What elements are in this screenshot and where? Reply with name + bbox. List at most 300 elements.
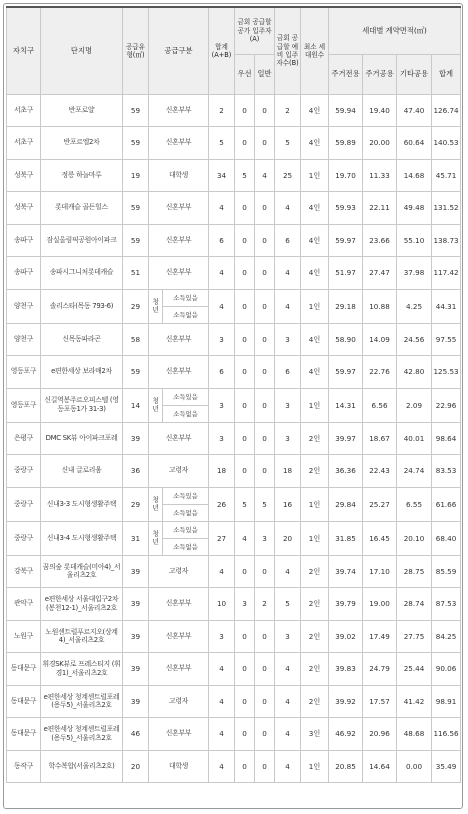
sum-cell: 87.53 <box>432 588 461 621</box>
reserve-cell: 5 <box>275 588 301 621</box>
complex-name-cell: e편한세상 보라매2차 <box>41 356 123 389</box>
district-cell: 영등포구 <box>7 388 41 422</box>
sum-cell: 98.64 <box>432 422 461 455</box>
priority-cell: 0 <box>235 224 255 257</box>
table-row <box>7 388 461 405</box>
reserve-cell: 3 <box>275 620 301 653</box>
ex-cell: 58.90 <box>329 323 363 356</box>
priority-cell: 0 <box>235 718 255 751</box>
ex-cell: 39.83 <box>329 653 363 686</box>
general-cell: 5 <box>255 487 275 521</box>
district-cell: 중랑구 <box>7 455 41 488</box>
income-subtype-cell: 소득있음 <box>163 487 209 504</box>
district-cell: 서초구 <box>7 127 41 160</box>
priority-cell: 0 <box>235 555 255 588</box>
table-row <box>7 521 461 538</box>
complex-name-cell: e편한세상 청계센트럴포레 (용두5)_서울리츠2호 <box>41 685 123 718</box>
area-cell: 39 <box>123 555 149 588</box>
complex-name-cell: 학수복합(서울리츠2호) <box>41 750 123 783</box>
min-cell: 1인 <box>301 159 329 192</box>
table-row <box>7 455 461 488</box>
header-priority: 우선 <box>235 54 255 94</box>
reserve-cell: 4 <box>275 750 301 783</box>
sh-cell: 18.67 <box>363 422 397 455</box>
complex-name-cell: 신내 글로리움 <box>41 455 123 488</box>
complex-name-cell: 송파시그니처롯데캐슬 <box>41 257 123 290</box>
min-cell: 2인 <box>301 653 329 686</box>
sh-cell: 27.47 <box>363 257 397 290</box>
complex-name-cell: 잠실올림픽공원아이파크 <box>41 224 123 257</box>
general-cell: 0 <box>255 323 275 356</box>
reserve-cell: 6 <box>275 224 301 257</box>
supply-type-cell: 청년 <box>149 487 163 521</box>
ot-cell: 49.48 <box>397 192 432 225</box>
header-reserve: 금회 공급할 예비 입주자수(B) <box>275 7 301 94</box>
complex-name-cell: e편한세상 서울대입구2차 (봉천12-1)_서울리츠2호 <box>41 588 123 621</box>
ot-cell: 28.74 <box>397 588 432 621</box>
priority-cell: 0 <box>235 94 255 127</box>
ot-cell: 20.10 <box>397 521 432 555</box>
complex-name-cell: 신내3-3 도시형생활주택 <box>41 487 123 521</box>
complex-name-cell: 노원센트럴푸르지오(상계4)_서울리츠2호 <box>41 620 123 653</box>
header-area-group: 세대별 계약면적(㎡) <box>329 7 461 54</box>
general-cell: 0 <box>255 620 275 653</box>
priority-cell: 0 <box>235 192 255 225</box>
table-row <box>7 555 461 588</box>
complex-name-cell: 꿈의숲 롯데캐슬(미아4)_서울리츠2호 <box>41 555 123 588</box>
area-cell: 59 <box>123 356 149 389</box>
income-subtype-cell: 소득있음 <box>163 521 209 538</box>
sh-cell: 16.45 <box>363 521 397 555</box>
supply-type-cell: 고령자 <box>149 685 209 718</box>
total-cell: 4 <box>209 718 235 751</box>
sh-cell: 19.00 <box>363 588 397 621</box>
priority-cell: 0 <box>235 257 255 290</box>
ex-cell: 39.74 <box>329 555 363 588</box>
ot-cell: 2.09 <box>397 388 432 422</box>
reserve-cell: 4 <box>275 718 301 751</box>
sh-cell: 25.27 <box>363 487 397 521</box>
header-area: 공급유형(㎡) <box>123 7 149 94</box>
reserve-cell: 4 <box>275 257 301 290</box>
ex-cell: 20.85 <box>329 750 363 783</box>
supply-type-cell: 대학생 <box>149 159 209 192</box>
total-cell: 5 <box>209 127 235 160</box>
area-cell: 14 <box>123 388 149 422</box>
general-cell: 4 <box>255 159 275 192</box>
sum-cell: 125.53 <box>432 356 461 389</box>
complex-name-cell: 반포로얄 <box>41 94 123 127</box>
district-cell: 동대문구 <box>7 685 41 718</box>
sh-cell: 24.79 <box>363 653 397 686</box>
priority-cell: 4 <box>235 521 255 555</box>
complex-name-cell: 솔리스타(목동 793-6) <box>41 289 123 323</box>
supply-type-cell: 고령자 <box>149 555 209 588</box>
ex-cell: 39.92 <box>329 685 363 718</box>
district-cell: 영등포구 <box>7 356 41 389</box>
area-cell: 39 <box>123 653 149 686</box>
ot-cell: 41.42 <box>397 685 432 718</box>
reserve-cell: 4 <box>275 289 301 323</box>
total-cell: 2 <box>209 94 235 127</box>
area-cell: 59 <box>123 192 149 225</box>
supply-type-cell: 청년 <box>149 521 163 555</box>
ot-cell: 40.01 <box>397 422 432 455</box>
table-row <box>7 289 461 306</box>
sum-cell: 68.40 <box>432 521 461 555</box>
complex-name-cell: 휘경SK뷰로 프레스티지 (휘경1)_서울리츠2호 <box>41 653 123 686</box>
ex-cell: 59.94 <box>329 94 363 127</box>
supply-type-cell: 신혼부부 <box>149 323 209 356</box>
general-cell: 0 <box>255 455 275 488</box>
total-cell: 6 <box>209 224 235 257</box>
header-total: 합계(A+B) <box>209 7 235 94</box>
header-complex: 단지명 <box>41 7 123 94</box>
district-cell: 노원구 <box>7 620 41 653</box>
district-cell: 양천구 <box>7 289 41 323</box>
min-cell: 1인 <box>301 487 329 521</box>
district-cell: 송파구 <box>7 257 41 290</box>
reserve-cell: 4 <box>275 192 301 225</box>
header-area-total: 합계 <box>432 54 461 94</box>
table-row <box>7 192 461 225</box>
general-cell: 0 <box>255 422 275 455</box>
general-cell: 0 <box>255 289 275 323</box>
district-cell: 동대문구 <box>7 653 41 686</box>
area-cell: 29 <box>123 289 149 323</box>
total-cell: 6 <box>209 356 235 389</box>
total-cell: 4 <box>209 653 235 686</box>
area-cell: 46 <box>123 718 149 751</box>
header-district: 자치구 <box>7 7 41 94</box>
sh-cell: 11.33 <box>363 159 397 192</box>
ot-cell: 27.75 <box>397 620 432 653</box>
min-cell: 2인 <box>301 455 329 488</box>
priority-cell: 0 <box>235 388 255 422</box>
table-row <box>7 685 461 718</box>
complex-name-cell: 신목동파라곤 <box>41 323 123 356</box>
general-cell: 3 <box>255 521 275 555</box>
min-cell: 4인 <box>301 224 329 257</box>
income-subtype-cell: 소득없음 <box>163 538 209 555</box>
total-cell: 3 <box>209 388 235 422</box>
supply-type-cell: 대학생 <box>149 750 209 783</box>
ot-cell: 37.98 <box>397 257 432 290</box>
supply-type-cell: 신혼부부 <box>149 356 209 389</box>
total-cell: 10 <box>209 588 235 621</box>
reserve-cell: 25 <box>275 159 301 192</box>
min-cell: 1인 <box>301 521 329 555</box>
ex-cell: 46.92 <box>329 718 363 751</box>
general-cell: 0 <box>255 127 275 160</box>
district-cell: 관악구 <box>7 588 41 621</box>
total-cell: 4 <box>209 750 235 783</box>
priority-cell: 0 <box>235 422 255 455</box>
priority-cell: 0 <box>235 653 255 686</box>
ot-cell: 6.55 <box>397 487 432 521</box>
total-cell: 34 <box>209 159 235 192</box>
area-cell: 39 <box>123 422 149 455</box>
table-header <box>7 7 461 94</box>
sum-cell: 84.25 <box>432 620 461 653</box>
income-subtype-cell: 소득있음 <box>163 289 209 306</box>
min-cell: 4인 <box>301 127 329 160</box>
area-cell: 20 <box>123 750 149 783</box>
min-cell: 2인 <box>301 620 329 653</box>
table-row <box>7 718 461 751</box>
priority-cell: 0 <box>235 750 255 783</box>
ex-cell: 29.18 <box>329 289 363 323</box>
complex-name-cell: 롯데캐슬 골든힐스 <box>41 192 123 225</box>
table-row <box>7 588 461 621</box>
ot-cell: 28.75 <box>397 555 432 588</box>
supply-type-cell: 고령자 <box>149 455 209 488</box>
sum-cell: 116.56 <box>432 718 461 751</box>
supply-type-cell: 신혼부부 <box>149 127 209 160</box>
area-cell: 29 <box>123 487 149 521</box>
min-cell: 1인 <box>301 750 329 783</box>
ot-cell: 60.64 <box>397 127 432 160</box>
sh-cell: 10.88 <box>363 289 397 323</box>
ex-cell: 36.36 <box>329 455 363 488</box>
general-cell: 0 <box>255 192 275 225</box>
ot-cell: 48.68 <box>397 718 432 751</box>
sh-cell: 22.11 <box>363 192 397 225</box>
general-cell: 0 <box>255 356 275 389</box>
total-cell: 3 <box>209 620 235 653</box>
reserve-cell: 6 <box>275 356 301 389</box>
district-cell: 동작구 <box>7 750 41 783</box>
sh-cell: 17.49 <box>363 620 397 653</box>
table-body <box>7 94 461 783</box>
district-cell: 성북구 <box>7 192 41 225</box>
table-row <box>7 224 461 257</box>
header-current-group: 금회 공급할 공가 입주자(A) <box>235 7 275 54</box>
complex-name-cell: 신길역봉주르오피스텔 (영등포동1가 31-3) <box>41 388 123 422</box>
sh-cell: 14.09 <box>363 323 397 356</box>
sum-cell: 83.53 <box>432 455 461 488</box>
reserve-cell: 3 <box>275 323 301 356</box>
sum-cell: 97.55 <box>432 323 461 356</box>
district-cell: 양천구 <box>7 323 41 356</box>
priority-cell: 0 <box>235 356 255 389</box>
priority-cell: 0 <box>235 127 255 160</box>
supply-type-cell: 신혼부부 <box>149 718 209 751</box>
priority-cell: 0 <box>235 455 255 488</box>
district-cell: 송파구 <box>7 224 41 257</box>
total-cell: 4 <box>209 555 235 588</box>
ex-cell: 59.93 <box>329 192 363 225</box>
complex-name-cell: e편한세상 청계센트럴포레 (용두5)_서울리츠2호 <box>41 718 123 751</box>
total-cell: 18 <box>209 455 235 488</box>
general-cell: 0 <box>255 388 275 422</box>
total-cell: 3 <box>209 422 235 455</box>
supply-type-cell: 청년 <box>149 289 163 323</box>
sh-cell: 6.56 <box>363 388 397 422</box>
ex-cell: 14.31 <box>329 388 363 422</box>
ex-cell: 59.97 <box>329 356 363 389</box>
sum-cell: 98.91 <box>432 685 461 718</box>
district-cell: 서초구 <box>7 94 41 127</box>
ot-cell: 55.10 <box>397 224 432 257</box>
income-subtype-cell: 소득없음 <box>163 405 209 422</box>
ex-cell: 51.97 <box>329 257 363 290</box>
district-cell: 성북구 <box>7 159 41 192</box>
min-cell: 2인 <box>301 422 329 455</box>
reserve-cell: 3 <box>275 388 301 422</box>
ex-cell: 39.79 <box>329 588 363 621</box>
district-cell: 중랑구 <box>7 487 41 521</box>
sum-cell: 140.53 <box>432 127 461 160</box>
table-row <box>7 257 461 290</box>
min-cell: 2인 <box>301 685 329 718</box>
general-cell: 0 <box>255 685 275 718</box>
area-cell: 39 <box>123 620 149 653</box>
reserve-cell: 4 <box>275 685 301 718</box>
sum-cell: 126.74 <box>432 94 461 127</box>
ex-cell: 39.97 <box>329 422 363 455</box>
sum-cell: 22.96 <box>432 388 461 422</box>
table-row <box>7 422 461 455</box>
area-cell: 39 <box>123 685 149 718</box>
total-cell: 4 <box>209 192 235 225</box>
ot-cell: 14.68 <box>397 159 432 192</box>
ot-cell: 4.25 <box>397 289 432 323</box>
sh-cell: 20.00 <box>363 127 397 160</box>
area-cell: 58 <box>123 323 149 356</box>
reserve-cell: 4 <box>275 555 301 588</box>
ex-cell: 39.02 <box>329 620 363 653</box>
ot-cell: 24.56 <box>397 323 432 356</box>
sum-cell: 90.06 <box>432 653 461 686</box>
sum-cell: 35.49 <box>432 750 461 783</box>
general-cell: 0 <box>255 750 275 783</box>
reserve-cell: 5 <box>275 127 301 160</box>
table-row <box>7 356 461 389</box>
priority-cell: 0 <box>235 620 255 653</box>
supply-type-cell: 청년 <box>149 388 163 422</box>
sh-cell: 17.10 <box>363 555 397 588</box>
min-cell: 4인 <box>301 192 329 225</box>
area-cell: 51 <box>123 257 149 290</box>
ex-cell: 59.97 <box>329 224 363 257</box>
min-cell: 1인 <box>301 388 329 422</box>
table-row <box>7 487 461 504</box>
min-cell: 4인 <box>301 323 329 356</box>
min-cell: 4인 <box>301 257 329 290</box>
header-exclusive: 주거전용 <box>329 54 363 94</box>
total-cell: 26 <box>209 487 235 521</box>
income-subtype-cell: 소득없음 <box>163 504 209 521</box>
sum-cell: 131.52 <box>432 192 461 225</box>
sum-cell: 45.71 <box>432 159 461 192</box>
area-cell: 36 <box>123 455 149 488</box>
supply-type-cell: 신혼부부 <box>149 620 209 653</box>
complex-name-cell: DMC SK뷰 아이파크포레 <box>41 422 123 455</box>
complex-name-cell: 반포르엘2차 <box>41 127 123 160</box>
sum-cell: 138.73 <box>432 224 461 257</box>
income-subtype-cell: 소득있음 <box>163 388 209 405</box>
sum-cell: 85.59 <box>432 555 461 588</box>
table-row <box>7 653 461 686</box>
supply-type-cell: 신혼부부 <box>149 653 209 686</box>
table-row <box>7 159 461 192</box>
sh-cell: 17.57 <box>363 685 397 718</box>
total-cell: 4 <box>209 257 235 290</box>
min-cell: 2인 <box>301 588 329 621</box>
district-cell: 강북구 <box>7 555 41 588</box>
ex-cell: 59.89 <box>329 127 363 160</box>
min-cell: 3인 <box>301 718 329 751</box>
complex-name-cell: 신내3-4 도시형생활주택 <box>41 521 123 555</box>
priority-cell: 0 <box>235 289 255 323</box>
ot-cell: 47.40 <box>397 94 432 127</box>
header-type: 공급구분 <box>149 7 209 94</box>
general-cell: 0 <box>255 555 275 588</box>
supply-type-cell: 신혼부부 <box>149 422 209 455</box>
reserve-cell: 18 <box>275 455 301 488</box>
area-cell: 59 <box>123 94 149 127</box>
general-cell: 2 <box>255 588 275 621</box>
ot-cell: 24.74 <box>397 455 432 488</box>
sh-cell: 20.96 <box>363 718 397 751</box>
priority-cell: 3 <box>235 588 255 621</box>
priority-cell: 0 <box>235 685 255 718</box>
table-row <box>7 750 461 783</box>
sum-cell: 44.31 <box>432 289 461 323</box>
min-cell: 4인 <box>301 94 329 127</box>
general-cell: 0 <box>255 718 275 751</box>
ot-cell: 25.44 <box>397 653 432 686</box>
min-cell: 1인 <box>301 289 329 323</box>
sh-cell: 23.66 <box>363 224 397 257</box>
reserve-cell: 4 <box>275 653 301 686</box>
supply-type-cell: 신혼부부 <box>149 257 209 290</box>
district-cell: 은평구 <box>7 422 41 455</box>
general-cell: 0 <box>255 224 275 257</box>
district-cell: 동대문구 <box>7 718 41 751</box>
table-row <box>7 94 461 127</box>
priority-cell: 0 <box>235 323 255 356</box>
supply-type-cell: 신혼부부 <box>149 192 209 225</box>
ex-cell: 31.85 <box>329 521 363 555</box>
table-row <box>7 323 461 356</box>
reserve-cell: 20 <box>275 521 301 555</box>
priority-cell: 5 <box>235 159 255 192</box>
table-row <box>7 127 461 160</box>
sum-cell: 117.42 <box>432 257 461 290</box>
ot-cell: 0.00 <box>397 750 432 783</box>
total-cell: 27 <box>209 521 235 555</box>
header-min-household: 최소 세대원수 <box>301 7 329 94</box>
priority-cell: 5 <box>235 487 255 521</box>
income-subtype-cell: 소득없음 <box>163 306 209 323</box>
area-cell: 19 <box>123 159 149 192</box>
ex-cell: 19.70 <box>329 159 363 192</box>
table-row <box>7 620 461 653</box>
reserve-cell: 3 <box>275 422 301 455</box>
sum-cell: 61.66 <box>432 487 461 521</box>
general-cell: 0 <box>255 94 275 127</box>
sh-cell: 22.76 <box>363 356 397 389</box>
complex-name-cell: 정릉 하늘마루 <box>41 159 123 192</box>
area-cell: 59 <box>123 224 149 257</box>
general-cell: 0 <box>255 257 275 290</box>
min-cell: 4인 <box>301 356 329 389</box>
supply-type-cell: 신혼부부 <box>149 224 209 257</box>
area-cell: 39 <box>123 588 149 621</box>
total-cell: 3 <box>209 323 235 356</box>
